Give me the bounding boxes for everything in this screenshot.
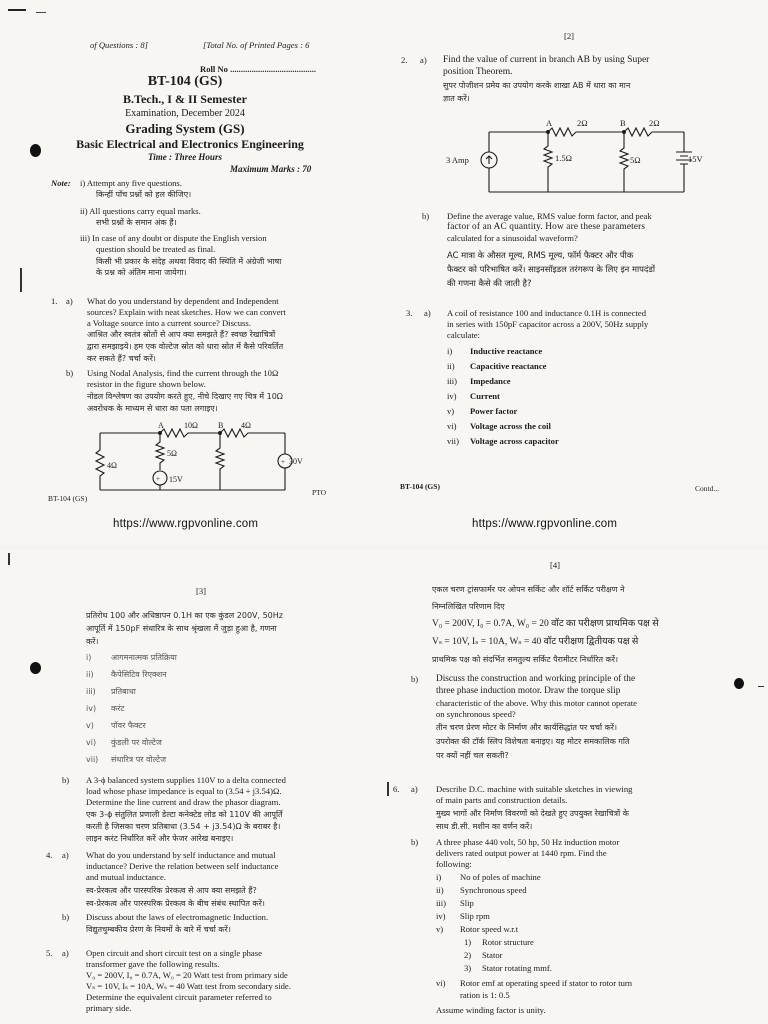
page-number: [2] xyxy=(564,31,575,41)
q6-sub-1: Rotor structure xyxy=(482,937,534,947)
exam-page-4 xyxy=(384,550,768,1024)
intro-values-2: Vₛ = 10V, Iₛ = 10A, Wₛ = 40 वॉट परीक्षण द्वितीयक पक्ष से xyxy=(432,637,639,647)
q2b-hindi-3: की गणना कैसे की जाती है? xyxy=(447,278,532,288)
q1a-hindi-3: कर सकते हैं? चर्चा करें। xyxy=(87,354,156,363)
q3-number: 3. xyxy=(406,308,413,318)
q6-item-4: Slip rpm xyxy=(460,911,490,921)
q6b-line2: delivers rated output power at 1440 rpm. Find the xyxy=(436,848,607,858)
q3-item-6: Voltage across the coil xyxy=(470,421,551,431)
q2a-hindi-2: ज्ञात करें। xyxy=(443,94,470,103)
q4-number: 4. xyxy=(46,850,53,860)
q4a-hindi-1: स्व-प्रेरकत्व और पारस्परिक प्रेरकत्व से आप क्या समझते हैं? xyxy=(86,886,257,895)
q4b-line1: Discuss about the laws of electromagnetic Induction. xyxy=(86,912,269,922)
q6-item-3: Slip xyxy=(460,898,474,908)
q3-item-2: Capacitive reactance xyxy=(470,361,547,371)
q6-sub-1-num: 1) xyxy=(464,937,472,947)
q1b-hindi-2: अवरोधक के माध्यम से धारा का पता लगाइए। xyxy=(87,404,218,413)
q6-item-5-num: v) xyxy=(436,924,444,934)
fig2-r-2ohm-1: 2Ω xyxy=(577,118,588,128)
q2b-label: b) xyxy=(422,211,430,221)
q3-hindi-item-5-num: v) xyxy=(86,721,94,730)
fig1-r-5ohm: 5Ω xyxy=(167,449,177,458)
punch-hole xyxy=(734,678,744,689)
note-label: Note: xyxy=(51,178,71,188)
q6-sub-3-num: 3) xyxy=(464,963,472,973)
assumption-note: Assume winding factor is unity. xyxy=(436,1005,546,1015)
q3-item-4: Current xyxy=(470,391,500,401)
q5b-line4: on synchronous speed? xyxy=(436,709,516,719)
q6a-hindi-2: साथ डी.सी. मशीन का वर्णन करें। xyxy=(436,822,533,831)
q3-item-2-num: ii) xyxy=(447,361,455,371)
q6a-hindi-1: मुख्य भागों और निर्माण विवरणों को देखते हुए उपयुक्त रेखाचित्रों के xyxy=(436,809,629,818)
q5b-line2: three phase induction motor. Draw the torque slip xyxy=(436,686,621,696)
q3-hindi-item-7-num: vii) xyxy=(86,755,99,764)
fig1-node-b: B xyxy=(218,421,224,430)
q5a-line4: Vₛ = 10V, Iₛ = 10A, Wₛ = 40 Watt test from secondary side. xyxy=(86,981,291,991)
q3-item-7-num: vii) xyxy=(447,436,459,446)
q5b-hindi-1: तीन चरण प्रेरण मोटर के निर्माण और कार्यसिद्धांत पर चर्चा करें। xyxy=(436,723,618,732)
q5a-line3: V₀ = 200V, I₀ = 0.7A, W₀ = 20 Watt test from primary side xyxy=(86,970,288,980)
q6-item-6-num: vi) xyxy=(436,978,446,988)
q3-item-5-num: v) xyxy=(447,406,455,416)
roll-no: Roll No ........................................ xyxy=(200,64,317,74)
fig1-r-4ohm-left: 4Ω xyxy=(107,461,117,470)
exam-page-1 xyxy=(0,0,384,545)
q5b-hindi-3: पर क्यों नहीं चल सकती? xyxy=(436,751,509,760)
q5a-line5: Determine the equivalent circuit parameter referred to xyxy=(86,992,272,1002)
q3b-line3: Determine the line current and draw the phasor diagram. xyxy=(86,797,281,807)
q5-number: 5. xyxy=(46,948,53,958)
scan-mark xyxy=(36,12,46,13)
q2b-hindi-1: AC मात्रा के औसत मूल्य, RMS मूल्य, फॉर्म फैक्टर और पीक xyxy=(447,250,634,260)
fig1-v-15v: 15V xyxy=(169,475,183,484)
q2-number: 2. xyxy=(401,55,408,65)
q5a-line1: Open circuit and short circuit test on a single phase xyxy=(86,948,262,958)
q1a-line1: What do you understand by dependent and Independent xyxy=(87,296,279,306)
q4a-line3: and mutual inductance. xyxy=(86,872,166,882)
q3-hindi-item-5: पॉवर फैक्टर xyxy=(111,721,146,730)
subject-title: Basic Electrical and Electronics Engineering xyxy=(76,137,304,151)
scan-mark xyxy=(387,782,389,796)
q1b-label: b) xyxy=(66,368,74,378)
q1b-line1: Using Nodal Analysis, find the current through the 10Ω xyxy=(87,368,279,378)
note-i-hindi: किन्हीं पाँच प्रश्नों को हल कीजिए। xyxy=(96,190,192,199)
exam-page-3 xyxy=(0,550,384,1024)
q6a-label: a) xyxy=(411,784,418,794)
q6-item-1: No of poles of machine xyxy=(460,872,541,882)
q6-item-1-num: i) xyxy=(436,872,442,882)
q3-hindi-item-6-num: vi) xyxy=(86,738,97,747)
q3-hindi-item-2-num: ii) xyxy=(86,670,94,679)
q1a-line3: a Voltage source into a current source? Discuss. xyxy=(87,318,251,328)
q3b-hindi-3: लाइन करंट निर्धारित करें और फेजर आरेख बनाइए। xyxy=(86,834,234,843)
note-ii: ii) All questions carry equal marks. xyxy=(80,206,201,216)
fig1-r-10ohm: 10Ω xyxy=(184,421,198,430)
fig2-v-15v: 15V xyxy=(688,154,703,164)
footer-code: BT-104 (GS) xyxy=(48,494,88,503)
printed-pages: [Total No. of Printed Pages : 6 xyxy=(203,40,310,50)
q3-item-4-num: iv) xyxy=(447,391,457,401)
q1a-line2: sources? Explain with neat sketches. How we can convert xyxy=(87,307,286,317)
q1b-line2: resistor in the figure shown below. xyxy=(87,379,206,389)
q5b-line1: Discuss the construction and working principle of the xyxy=(436,674,636,684)
intro-values-1: V₀ = 200V, I₀ = 0.7A, W₀ = 20 वॉट का परीक्षण प्राथमिक पक्ष से xyxy=(432,619,659,629)
q3-hindi-item-1-num: i) xyxy=(86,653,92,662)
intro-hindi-2: निम्नलिखित परिणाम दिए xyxy=(432,602,505,611)
q5b-hindi-2: उपरोक्त की टॉर्क स्लिप विशेषता बनाइए। यह मोटर समकालिक गति xyxy=(436,737,630,746)
q1b-hindi-1: नोडल विश्लेषण का उपयोग करते हुए, नीचे दिखाए गए चित्र में 10Ω xyxy=(87,392,283,401)
scan-mark xyxy=(758,686,764,687)
q3-hindi-item-4: करंट xyxy=(111,704,125,713)
max-marks: Maximum Marks : 70 xyxy=(230,164,312,174)
q3b-line2: load whose phase impedance is equal to (3.54 + j3.54)Ω. xyxy=(86,786,282,796)
q6-sub-2-num: 2) xyxy=(464,950,472,960)
footer-code: BT-104 (GS) xyxy=(400,482,440,491)
intro-hindi-3: करें। xyxy=(86,637,99,646)
semester: B.Tech., I & II Semester xyxy=(123,92,247,106)
time-allowed: Time : Three Hours xyxy=(148,152,222,162)
q5b-label: b) xyxy=(411,674,419,684)
q3b-line1: A 3-ϕ balanced system supplies 110V to a delta connected xyxy=(86,775,286,785)
q3-item-1: Inductive reactance xyxy=(470,346,543,356)
source-url: https://www.rgpvonline.com xyxy=(113,518,259,530)
q6b-line3: following: xyxy=(436,859,472,869)
nodal-analysis-circuit xyxy=(85,418,315,498)
q4b-label: b) xyxy=(62,912,70,922)
intro-hindi-2: आपूर्ति में 150pF संधारित्र के साथ श्रृंखला में जुड़ा हुआ है, गणना xyxy=(86,624,277,633)
q3-item-5: Power factor xyxy=(470,406,518,416)
q3-hindi-item-3-num: iii) xyxy=(86,687,96,696)
fig2-node-b: B xyxy=(620,118,626,128)
note-iii-line1: iii) In case of any doubt or dispute the English version xyxy=(80,233,267,243)
fig2-r-5ohm: 5Ω xyxy=(630,155,641,165)
q3-hindi-item-7: संधारित्र पर वोल्टेज xyxy=(111,755,167,764)
q6-item-2-num: ii) xyxy=(436,885,444,895)
scan-mark xyxy=(8,9,26,11)
svg-text:+: + xyxy=(281,458,285,466)
q6-item-6-line1: Rotor emf at operating speed if stator to rotor turn xyxy=(460,978,633,988)
q4a-line1: What do you understand by self inductance and mutual xyxy=(86,850,276,860)
q6b-label: b) xyxy=(411,837,419,847)
q3a-line1: A coil of resistance 100 and inductance 0.1H is connected xyxy=(447,308,647,318)
note-iii-hindi-1: किसी भी प्रकार के संदेह अथवा विवाद की स्थिति में अंग्रेजी भाषा xyxy=(96,257,282,266)
grading-system: Grading System (GS) xyxy=(125,121,245,136)
q3-item-7: Voltage across capacitor xyxy=(470,436,559,446)
q6-number: 6. xyxy=(393,784,400,794)
exam-page-2 xyxy=(384,0,768,545)
q6a-line1: Describe D.C. machine with suitable sketches in viewing xyxy=(436,784,633,794)
fig2-i-3amp: 3 Amp xyxy=(446,155,469,165)
source-url: https://www.rgpvonline.com xyxy=(472,518,618,530)
q6-item-4-num: iv) xyxy=(436,911,446,921)
q4b-hindi-1: विद्युतचुम्बकीय प्रेरण के नियमों के बारे में चर्चा करें। xyxy=(86,925,231,934)
q3b-hindi-1: एक 3-ϕ संतुलित प्रणाली डेल्टा कनेक्टेड लोड को 110V की आपूर्ति xyxy=(86,810,283,819)
q3-hindi-item-6: कुंडली पर वोल्टेज xyxy=(111,738,162,747)
q3-item-3: Impedance xyxy=(470,376,511,386)
q1a-label: a) xyxy=(66,296,73,306)
scan-mark xyxy=(8,553,10,565)
q5a-line6: primary side. xyxy=(86,1003,132,1013)
q3a-label: a) xyxy=(424,308,431,318)
q5b-line3: characteristic of the above. Why this motor cannot operate xyxy=(436,698,638,708)
q6a-line2: of main parts and construction details. xyxy=(436,795,568,805)
q5a-line2: transformer gave the following results. xyxy=(86,959,220,969)
q4a-label: a) xyxy=(62,850,69,860)
q5a-label: a) xyxy=(62,948,69,958)
q4a-hindi-2: स्व-प्रेरकत्व और पारस्परिक प्रेरकत्व के बीच संबंध स्थापित करें। xyxy=(86,899,265,908)
q2a-hindi-1: सुपर पोजीशन प्रमेय का उपयोग करके शाखा AB में धारा का मान xyxy=(443,81,631,90)
q3-hindi-item-2: कैपेसिटिव रिएक्शन xyxy=(111,670,167,679)
q1-number: 1. xyxy=(51,296,58,306)
q2b-hindi-2: फैक्टर को परिभाषित करें। साइनसॉइडल तरंगरूप के लिए इन मापदंडों xyxy=(447,264,656,274)
q3a-line3: calculate: xyxy=(447,330,480,340)
q3-item-6-num: vi) xyxy=(447,421,457,431)
svg-text:+: + xyxy=(156,475,160,483)
q4a-line2: inductance? Derive the relation between self inductance xyxy=(86,861,279,871)
note-iii-line2: question should be treated as final. xyxy=(96,244,216,254)
punch-hole xyxy=(30,662,41,674)
fig2-r-2ohm-2: 2Ω xyxy=(649,118,660,128)
q2b-line1: Define the average value, RMS value form factor, and peak xyxy=(447,211,652,221)
fig2-r-1-5ohm: 1.5Ω xyxy=(555,153,572,163)
intro-hindi-1: प्रतिरोध 100 और अधिष्ठापन 0.1H का एक कुंडल 200V, 50Hz xyxy=(86,611,283,620)
punch-hole xyxy=(30,144,41,157)
q3-hindi-item-4-num: iv) xyxy=(86,704,97,713)
fig1-node-a: A xyxy=(158,421,164,430)
fig2-node-a: A xyxy=(546,118,553,128)
q2a-line2: position Theorem. xyxy=(443,67,513,77)
fig1-r-4ohm-top: 4Ω xyxy=(241,421,251,430)
superposition-circuit xyxy=(444,116,704,198)
scan-mark xyxy=(20,268,22,292)
q3a-line2: in series with 150pF capacitor across a 200V, 50Hz supply xyxy=(447,319,649,329)
q3-item-1-num: i) xyxy=(447,346,453,356)
paper-code: BT-104 (GS) xyxy=(147,74,223,89)
total-questions: of Questions : 8] xyxy=(90,40,149,50)
fig1-v-30v: 30V xyxy=(289,457,303,466)
q6-item-5: Rotor speed w.r.t xyxy=(460,924,519,934)
note-i: i) Attempt any five questions. xyxy=(80,178,182,188)
intro-hindi-5: प्राथमिक पक्ष को संदर्भित समतुल्य सर्किट पैरामीटर निर्धारित करें। xyxy=(432,655,619,664)
intro-hindi-1: एकल चरण ट्रांसफार्मर पर ओपन सर्किट और शॉर्ट सर्किट परीक्षण ने xyxy=(432,585,625,594)
page-number: [4] xyxy=(550,560,561,570)
q6-sub-3: Stator rotating mmf. xyxy=(482,963,552,973)
q6-item-6-line2: ration is 1: 0.5 xyxy=(460,990,510,1000)
page-number: [3] xyxy=(196,586,207,596)
q6b-line1: A three phase 440 volt, 50 hp, 50 Hz induction motor xyxy=(436,837,620,847)
footer-pto: PTO xyxy=(312,488,327,497)
footer-contd: Contd... xyxy=(695,484,719,493)
q2a-line1: Find the value of current in branch AB by using Super xyxy=(443,55,650,65)
q6-item-3-num: iii) xyxy=(436,898,447,908)
q1a-hindi-1: आश्रित और स्वतंत्र स्रोतों से आप क्या समझते हैं? स्वच्छ रेखाचित्रों xyxy=(87,330,276,339)
q2a-label: a) xyxy=(420,55,427,65)
q3-hindi-item-1: आगमनात्मक प्रतिक्रिया xyxy=(111,653,177,662)
q6-sub-2: Stator xyxy=(482,950,503,960)
q3b-label: b) xyxy=(62,775,70,785)
q3b-hindi-2: करती है जिसका चरण प्रतिबाधा (3.54 + j3.54)Ω के बराबर है। xyxy=(86,822,281,831)
q6-item-2: Synchronous speed xyxy=(460,885,527,895)
q3-hindi-item-3: प्रतिबाधा xyxy=(111,687,136,696)
q2b-line2: factor of an AC quantity. How are these parameters xyxy=(447,222,646,232)
q1a-hindi-2: द्वारा समझाइये। हम एक वोल्टेज स्रोत को धारा स्रोत में कैसे परिवर्तित xyxy=(87,342,284,351)
note-iii-hindi-2: के प्रश्न को अंतिम माना जायेगा। xyxy=(96,268,187,277)
q3-item-3-num: iii) xyxy=(447,376,458,386)
q2b-line3: calculated for a sinusoidal waveform? xyxy=(447,233,578,243)
exam-date: Examination, December 2024 xyxy=(125,108,245,119)
note-ii-hindi: सभी प्रश्नों के समान अंक हैं। xyxy=(96,218,177,227)
